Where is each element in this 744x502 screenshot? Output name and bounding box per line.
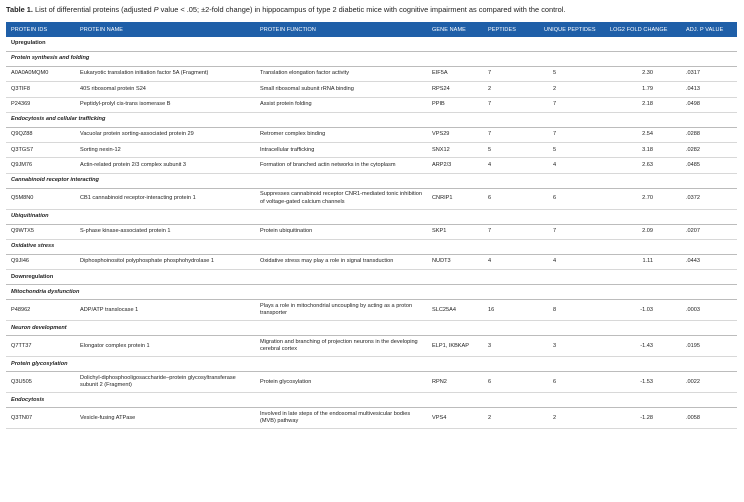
subsection-row — [6, 321, 737, 336]
cell-log2-fold-change: 1.79 — [605, 82, 681, 97]
cell-adj-p-value: .0443 — [681, 255, 737, 270]
subsection-label: Protein synthesis and folding — [6, 52, 737, 67]
cell-adj-p-value: .0003 — [681, 300, 737, 321]
cell-log2-fold-change: -1.03 — [605, 300, 681, 321]
cell-protein-id: Q5M8N0 — [6, 188, 75, 209]
cell-protein-name: Sorting nexin-12 — [75, 143, 255, 158]
cell-peptides: 3 — [483, 336, 539, 357]
cell-adj-p-value: .0282 — [681, 143, 737, 158]
header-log2-fold-change: LOG2 FOLD CHANGE — [610, 26, 668, 33]
cell-protein-name: Dolichyl-diphosphooligosaccharide–protein glycosyltransferase subunit 2 (Fragment) — [75, 372, 255, 393]
cell-unique-peptides: 7 — [539, 127, 605, 142]
caption-text-a: List of differential proteins (adjusted — [32, 5, 154, 14]
cell-gene-name: PPIB — [427, 97, 483, 112]
cell-protein-id: Q9QZ88 — [6, 127, 75, 142]
cell-gene-name: CNRIP1 — [427, 188, 483, 209]
cell-peptides: 7 — [483, 97, 539, 112]
cell-protein-id: Q7TT37 — [6, 336, 75, 357]
table-row — [6, 408, 737, 429]
cell-protein-id: A0A0A0MQM0 — [6, 67, 75, 82]
table-row — [6, 127, 737, 142]
subsection-label: Endocytosis — [6, 393, 737, 408]
cell-adj-p-value: .0317 — [681, 67, 737, 82]
cell-adj-p-value: .0498 — [681, 97, 737, 112]
cell-protein-name: S-phase kinase-associated protein 1 — [75, 224, 255, 239]
subsection-label: Endocytosis and cellular trafficking — [6, 112, 737, 127]
cell-adj-p-value: .0058 — [681, 408, 737, 429]
cell-protein-function: Protein ubiquitination — [255, 224, 427, 239]
cell-gene-name: VPS4 — [427, 408, 483, 429]
table-row — [6, 224, 737, 239]
cell-log2-fold-change: 2.09 — [605, 224, 681, 239]
cell-log2-fold-change: 2.18 — [605, 97, 681, 112]
cell-adj-p-value: .0413 — [681, 82, 737, 97]
cell-adj-p-value: .0288 — [681, 127, 737, 142]
cell-protein-id: P24369 — [6, 97, 75, 112]
header-peptides: PEPTIDES — [488, 26, 517, 33]
cell-peptides: 6 — [483, 372, 539, 393]
cell-protein-id: Q3TIF8 — [6, 82, 75, 97]
cell-unique-peptides: 8 — [539, 300, 605, 321]
cell-protein-function: Migration and branching of projection neurons in the developing cerebral cortex — [255, 336, 427, 357]
cell-gene-name: ELP1, IKBKAP — [427, 336, 483, 357]
cell-protein-name: CB1 cannabinoid receptor-interacting protein 1 — [75, 188, 255, 209]
table-row — [6, 188, 737, 209]
caption-text-b: value < .05; ±2-fold change) in hippocampus of type 2 diabetic mice with cognitive impairment as compared with the control. — [158, 5, 566, 14]
cell-peptides: 16 — [483, 300, 539, 321]
cell-log2-fold-change: -1.28 — [605, 408, 681, 429]
subsection-label: Protein glycosylation — [6, 357, 737, 372]
section-row — [6, 37, 737, 52]
subsection-row — [6, 209, 737, 224]
cell-protein-name: Vacuolar protein sorting-associated protein 29 — [75, 127, 255, 142]
header-protein-function: PROTEIN FUNCTION — [260, 26, 316, 33]
table-row — [6, 336, 737, 357]
cell-log2-fold-change: -1.43 — [605, 336, 681, 357]
cell-protein-id: Q9JM76 — [6, 158, 75, 173]
header-unique-peptides: UNIQUE PEPTIDES — [544, 26, 596, 33]
cell-gene-name: SKP1 — [427, 224, 483, 239]
protein-table — [6, 22, 737, 429]
cell-peptides: 2 — [483, 408, 539, 429]
subsection-label: Oxidative stress — [6, 240, 737, 255]
cell-gene-name: SLC25A4 — [427, 300, 483, 321]
table-header — [6, 22, 737, 37]
cell-adj-p-value: .0022 — [681, 372, 737, 393]
cell-unique-peptides: 6 — [539, 188, 605, 209]
cell-protein-function: Plays a role in mitochondrial uncoupling by acting as a proton transporter — [255, 300, 427, 321]
subsection-row — [6, 393, 737, 408]
cell-adj-p-value: .0207 — [681, 224, 737, 239]
cell-gene-name: SNX12 — [427, 143, 483, 158]
cell-protein-id: Q3TN07 — [6, 408, 75, 429]
table-row — [6, 255, 737, 270]
cell-protein-function: Formation of branched actin networks in the cytoplasm — [255, 158, 427, 173]
cell-gene-name: VPS29 — [427, 127, 483, 142]
table-row — [6, 67, 737, 82]
cell-peptides: 5 — [483, 143, 539, 158]
cell-protein-function: Suppresses cannabinoid receptor CNR1-mediated tonic inhibition of voltage-gated calcium channels — [255, 188, 427, 209]
cell-protein-id: Q9JI46 — [6, 255, 75, 270]
cell-protein-name: ADP/ATP translocase 1 — [75, 300, 255, 321]
subsection-row — [6, 357, 737, 372]
table-body — [6, 37, 737, 429]
cell-protein-name: Vesicle-fusing ATPase — [75, 408, 255, 429]
cell-log2-fold-change: 3.18 — [605, 143, 681, 158]
cell-unique-peptides: 7 — [539, 97, 605, 112]
subsection-label: Cannabinoid receptor interacting — [6, 173, 737, 188]
header-adj-p-value: ADJ. P VALUE — [686, 26, 724, 33]
cell-unique-peptides: 6 — [539, 372, 605, 393]
cell-unique-peptides: 5 — [539, 67, 605, 82]
cell-adj-p-value: .0372 — [681, 188, 737, 209]
table-caption — [6, 5, 565, 14]
cell-unique-peptides: 4 — [539, 255, 605, 270]
cell-unique-peptides: 3 — [539, 336, 605, 357]
cell-protein-name: Eukaryotic translation initiation factor 5A (Fragment) — [75, 67, 255, 82]
table-row — [6, 300, 737, 321]
cell-peptides: 7 — [483, 127, 539, 142]
table-row — [6, 143, 737, 158]
subsection-row — [6, 285, 737, 300]
cell-unique-peptides: 5 — [539, 143, 605, 158]
cell-protein-function: Translation elongation factor activity — [255, 67, 427, 82]
table-row — [6, 158, 737, 173]
subsection-row — [6, 112, 737, 127]
cell-protein-id: Q3U505 — [6, 372, 75, 393]
cell-unique-peptides: 7 — [539, 224, 605, 239]
cell-log2-fold-change: 1.11 — [605, 255, 681, 270]
subsection-row — [6, 240, 737, 255]
cell-log2-fold-change: 2.70 — [605, 188, 681, 209]
cell-adj-p-value: .0195 — [681, 336, 737, 357]
caption-label: Table 1. — [6, 5, 33, 14]
cell-unique-peptides: 2 — [539, 82, 605, 97]
caption-p-italic: P — [153, 5, 159, 14]
table-row — [6, 372, 737, 393]
section-label: Upregulation — [6, 37, 737, 52]
subsection-label: Ubiquitination — [6, 209, 737, 224]
cell-protein-name: Actin-related protein 2/3 complex subunit 3 — [75, 158, 255, 173]
cell-log2-fold-change: 2.30 — [605, 67, 681, 82]
cell-protein-function: Retromer complex binding — [255, 127, 427, 142]
subsection-label: Mitochondria dysfunction — [6, 285, 737, 300]
header-protein-ids: PROTEIN IDS — [11, 26, 48, 33]
cell-log2-fold-change: 2.63 — [605, 158, 681, 173]
cell-peptides: 4 — [483, 158, 539, 173]
header-row — [6, 22, 737, 37]
cell-protein-name: 40S ribosomal protein S24 — [75, 82, 255, 97]
cell-protein-id: Q9WTX5 — [6, 224, 75, 239]
cell-log2-fold-change: -1.53 — [605, 372, 681, 393]
cell-protein-name: Peptidyl-prolyl cis-trans isomerase B — [75, 97, 255, 112]
header-gene-name: GENE NAME — [432, 26, 466, 33]
cell-unique-peptides: 2 — [539, 408, 605, 429]
cell-protein-function: Oxidative stress may play a role in signal transduction — [255, 255, 427, 270]
cell-gene-name: NUDT3 — [427, 255, 483, 270]
cell-adj-p-value: .0485 — [681, 158, 737, 173]
cell-peptides: 2 — [483, 82, 539, 97]
cell-gene-name: ARP2/3 — [427, 158, 483, 173]
cell-protein-function: Involved in late steps of the endosomal multivesicular bodies (MVB) pathway — [255, 408, 427, 429]
cell-log2-fold-change: 2.54 — [605, 127, 681, 142]
cell-protein-function: Small ribosomal subunit rRNA binding — [255, 82, 427, 97]
cell-peptides: 7 — [483, 224, 539, 239]
cell-protein-name: Elongator complex protein 1 — [75, 336, 255, 357]
cell-unique-peptides: 4 — [539, 158, 605, 173]
cell-protein-id: Q3TGS7 — [6, 143, 75, 158]
cell-protein-name: Diphosphoinositol polyphosphate phosphohydrolase 1 — [75, 255, 255, 270]
cell-peptides: 7 — [483, 67, 539, 82]
cell-peptides: 4 — [483, 255, 539, 270]
cell-peptides: 6 — [483, 188, 539, 209]
subsection-row — [6, 173, 737, 188]
cell-gene-name: RPN2 — [427, 372, 483, 393]
cell-protein-function: Intracellular trafficking — [255, 143, 427, 158]
table-row — [6, 82, 737, 97]
subsection-label: Neuron development — [6, 321, 737, 336]
subsection-row — [6, 52, 737, 67]
cell-protein-function: Assist protein folding — [255, 97, 427, 112]
cell-protein-id: P48962 — [6, 300, 75, 321]
section-label: Downregulation — [6, 270, 737, 285]
header-protein-name: PROTEIN NAME — [80, 26, 124, 33]
cell-gene-name: RPS24 — [427, 82, 483, 97]
section-row — [6, 270, 737, 285]
cell-protein-function: Protein glycosylation — [255, 372, 427, 393]
table-row — [6, 97, 737, 112]
cell-gene-name: EIF5A — [427, 67, 483, 82]
